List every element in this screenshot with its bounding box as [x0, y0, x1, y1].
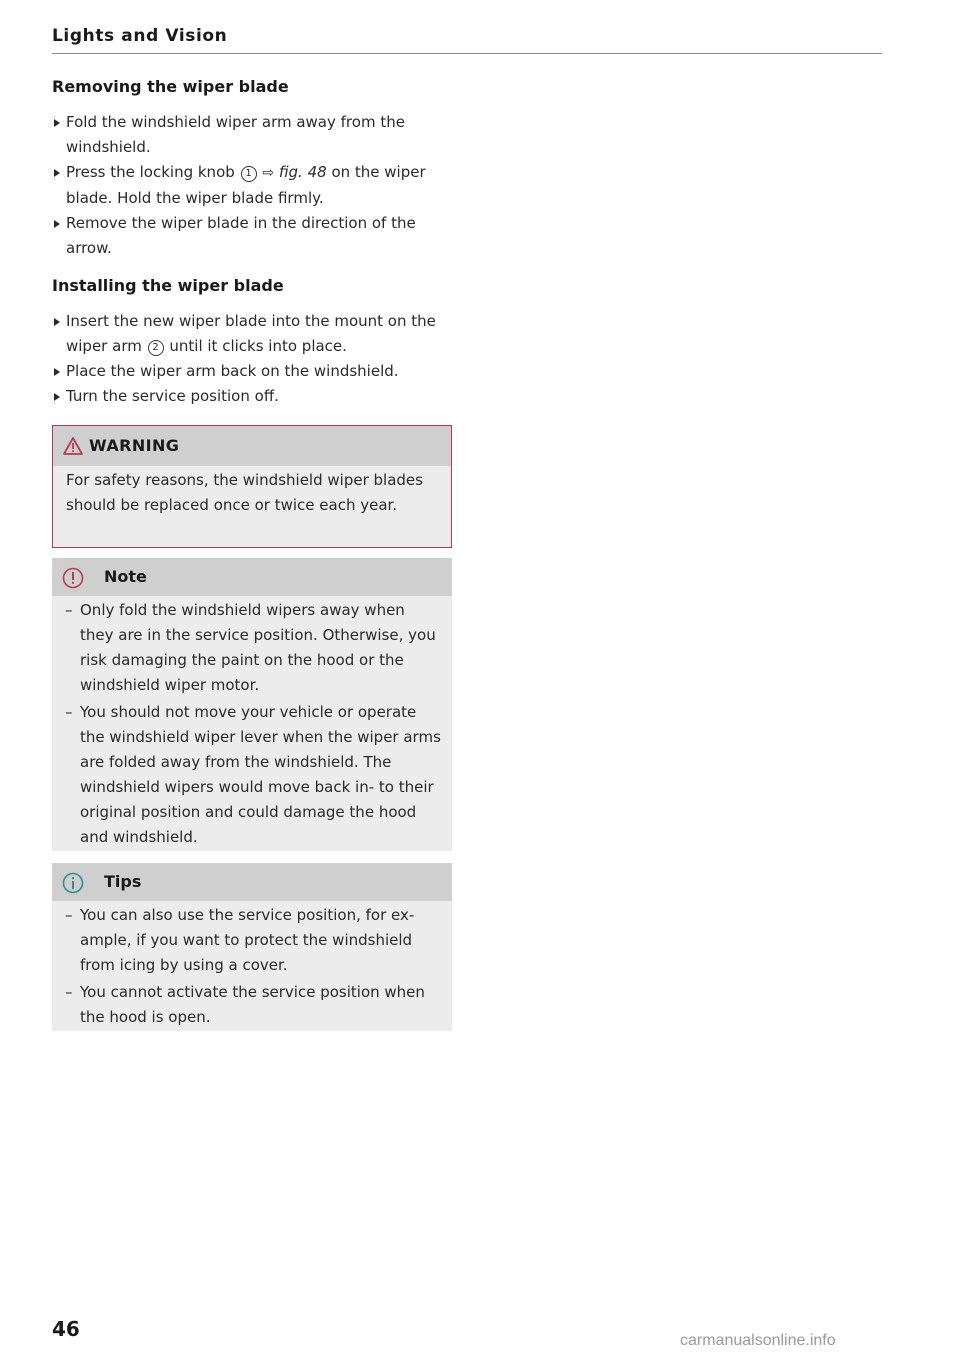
callout-number-2-icon: 2: [148, 340, 164, 356]
installing-heading: Installing the wiper blade: [52, 276, 284, 295]
watermark-logo: carmanualsonline.info: [680, 1332, 836, 1349]
removing-section: [52, 75, 452, 261]
dash-bullet: –: [65, 703, 73, 721]
warning-title: WARNING: [89, 436, 180, 455]
exclamation-circle-icon: [62, 567, 84, 589]
warning-text: For safety reasons, the windshield wiper blades should be replaced once or twice each year.: [66, 471, 423, 514]
tips-box: [52, 863, 452, 1031]
bullet-triangle-icon: [54, 368, 60, 376]
note-header: [52, 558, 452, 596]
step-text: on the wiper blade. Hold the wiper blade firmly.: [66, 163, 426, 207]
bullet-triangle-icon: [54, 318, 60, 326]
arrow-ref-icon: ⇨: [262, 165, 275, 181]
removing-step-2: [52, 160, 452, 211]
removing-heading: Removing the wiper blade: [52, 77, 289, 96]
dash-bullet: –: [65, 906, 73, 924]
step-text: Remove the wiper blade in the direction of the arrow.: [66, 214, 416, 257]
installing-steps: [52, 309, 452, 409]
note-title: Note: [104, 567, 147, 586]
tips-list: [52, 901, 452, 1030]
note-box: [52, 558, 452, 851]
dash-bullet: –: [65, 983, 73, 1001]
tips-title: Tips: [104, 872, 142, 891]
installing-step-1: [52, 309, 452, 359]
note-list: [52, 596, 452, 850]
note-item-text: Only fold the windshield wipers away when they are in the service position. Otherwise, you risk damaging the paint on the hood or the windshield wiper motor.: [80, 601, 436, 694]
step-text: Turn the service position off.: [66, 387, 279, 405]
header-divider: [52, 53, 882, 54]
step-text: until it clicks into place.: [164, 337, 347, 355]
note-item: [65, 598, 442, 698]
warning-triangle-icon: [63, 437, 83, 455]
note-item-text: You should not move your vehicle or operate the windshield wiper lever when the wiper arms are folded away from the windshield. The windshield wipers would move back in- to their original position and could damage the hood and windshield.: [80, 703, 441, 846]
tips-header: [52, 863, 452, 901]
bullet-triangle-icon: [54, 119, 60, 127]
removing-steps: [52, 110, 452, 261]
info-circle-icon: [62, 872, 84, 894]
tips-item: [65, 903, 442, 978]
warning-header: [53, 426, 451, 466]
note-item: [65, 700, 442, 850]
step-text: Press the locking knob: [66, 163, 235, 181]
warning-box: [52, 425, 452, 548]
installing-step-3: [52, 384, 452, 409]
dash-bullet: –: [65, 601, 73, 619]
tips-item: [65, 980, 442, 1030]
bullet-triangle-icon: [54, 169, 60, 177]
bullet-triangle-icon: [54, 393, 60, 401]
step-text: Place the wiper arm back on the windshield.: [66, 362, 399, 380]
removing-step-1: [52, 110, 452, 160]
tips-item-text: You cannot activate the service position when the hood is open.: [80, 983, 425, 1026]
step-text: Insert the new wiper blade into the mount on the wiper arm: [66, 312, 436, 355]
figure-reference-link[interactable]: fig. 48: [278, 163, 327, 181]
page-number: 46: [52, 1317, 80, 1341]
step-text: Fold the windshield wiper arm away from the windshield.: [66, 113, 405, 156]
page-header-title: Lights and Vision: [52, 26, 228, 46]
callout-number-1-icon: 1: [241, 166, 257, 182]
bullet-triangle-icon: [54, 220, 60, 228]
installing-section: [52, 274, 452, 409]
removing-step-3: [52, 211, 452, 261]
tips-item-text: You can also use the service position, for ex- ample, if you want to protect the windshield from icing by using a cover.: [80, 906, 415, 974]
installing-step-2: [52, 359, 452, 384]
